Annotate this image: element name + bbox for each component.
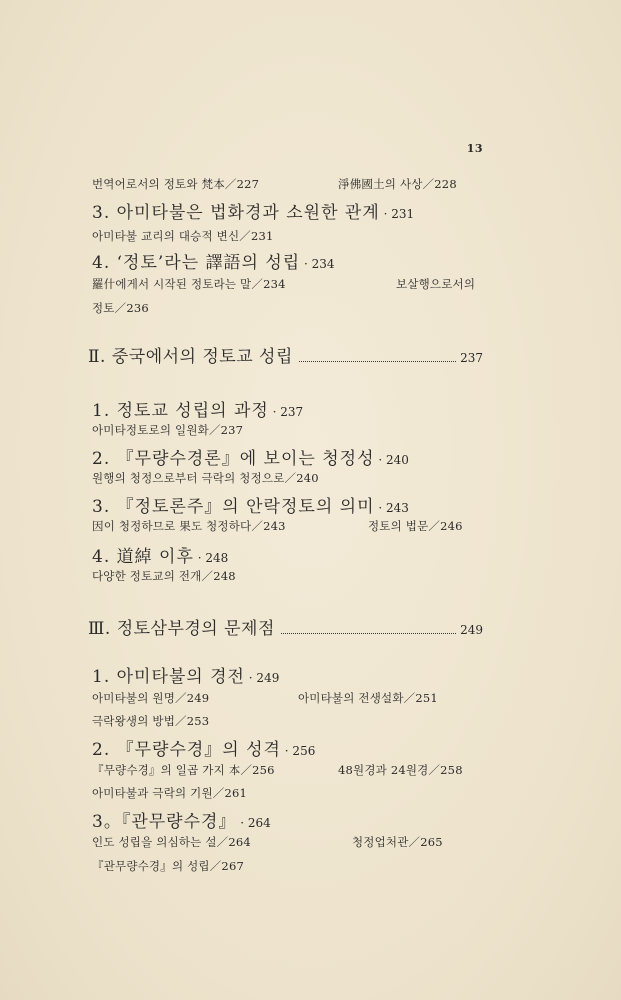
toc-heading: 3. 『정토론주』의 안락정토의 의미 · 243 xyxy=(92,497,409,517)
dot-leader xyxy=(281,633,456,634)
toc-subitem: 淨佛國土의 사상／228 xyxy=(338,177,457,191)
toc-heading: 4. ‘정토’라는 譯語의 성립 · 234 xyxy=(92,253,335,273)
toc-heading: 2. 『무량수경』의 성격 · 256 xyxy=(92,740,316,760)
toc-subitem: 원행의 청정으로부터 극락의 청정으로／240 xyxy=(92,471,319,485)
toc-subitem: 다양한 정토교의 전개／248 xyxy=(92,569,236,583)
toc-heading: 3. 아미타불은 법화경과 소원한 관계 · 231 xyxy=(92,203,415,223)
toc-subitem: 『무량수경』의 일곱 가지 本／256 xyxy=(92,763,275,777)
toc-subitem: 아미타정토로의 일원화／237 xyxy=(92,423,244,437)
toc-subitem: 因이 청정하므로 果도 청정하다／243 xyxy=(92,519,286,533)
toc-subitem: 아미타불의 원명／249 xyxy=(92,691,210,705)
toc-subitem: 극락왕생의 방법／253 xyxy=(92,714,210,728)
toc-heading: 4. 道綽 이후 · 248 xyxy=(92,547,229,567)
toc-subitem: 48원경과 24원경／258 xyxy=(338,763,463,777)
toc-heading: 2. 『무량수경론』에 보이는 청정성 · 240 xyxy=(92,449,409,469)
toc-subitem: 번역어로서의 정토와 梵本／227 xyxy=(92,177,260,191)
toc-subitem: 인도 성립을 의심하는 설／264 xyxy=(92,835,251,849)
toc-section-3: Ⅲ. 정토삼부경의 문제점 249 xyxy=(88,619,483,639)
toc-subitem: 청정업처관／265 xyxy=(352,835,443,849)
toc-subitem: 아미타불과 극락의 기원／261 xyxy=(92,786,248,800)
toc-heading: 1. 정토교 성립의 과정 · 237 xyxy=(92,401,304,421)
toc-subitem: 아미타불의 전생설화／251 xyxy=(298,691,438,705)
toc-subitem: 아미타불 교리의 대승적 변신／231 xyxy=(92,229,274,243)
toc-section-2: Ⅱ. 중국에서의 정토교 성립 237 xyxy=(88,347,483,367)
toc-subitem: 『관무량수경』의 성립／267 xyxy=(92,859,244,873)
toc-subitem: 정토／236 xyxy=(92,301,149,315)
toc-heading: 1. 아미타불의 경전 · 249 xyxy=(92,667,280,687)
toc-heading: 3。『관무량수경』 · 264 xyxy=(92,812,271,832)
page-number: 13 xyxy=(466,142,483,155)
toc-subitem: 보살행으로서의 xyxy=(396,277,476,291)
dot-leader xyxy=(299,361,456,362)
toc-subitem: 정토의 법문／246 xyxy=(368,519,463,533)
toc-subitem: 羅什에게서 시작된 정토라는 말／234 xyxy=(92,277,286,291)
